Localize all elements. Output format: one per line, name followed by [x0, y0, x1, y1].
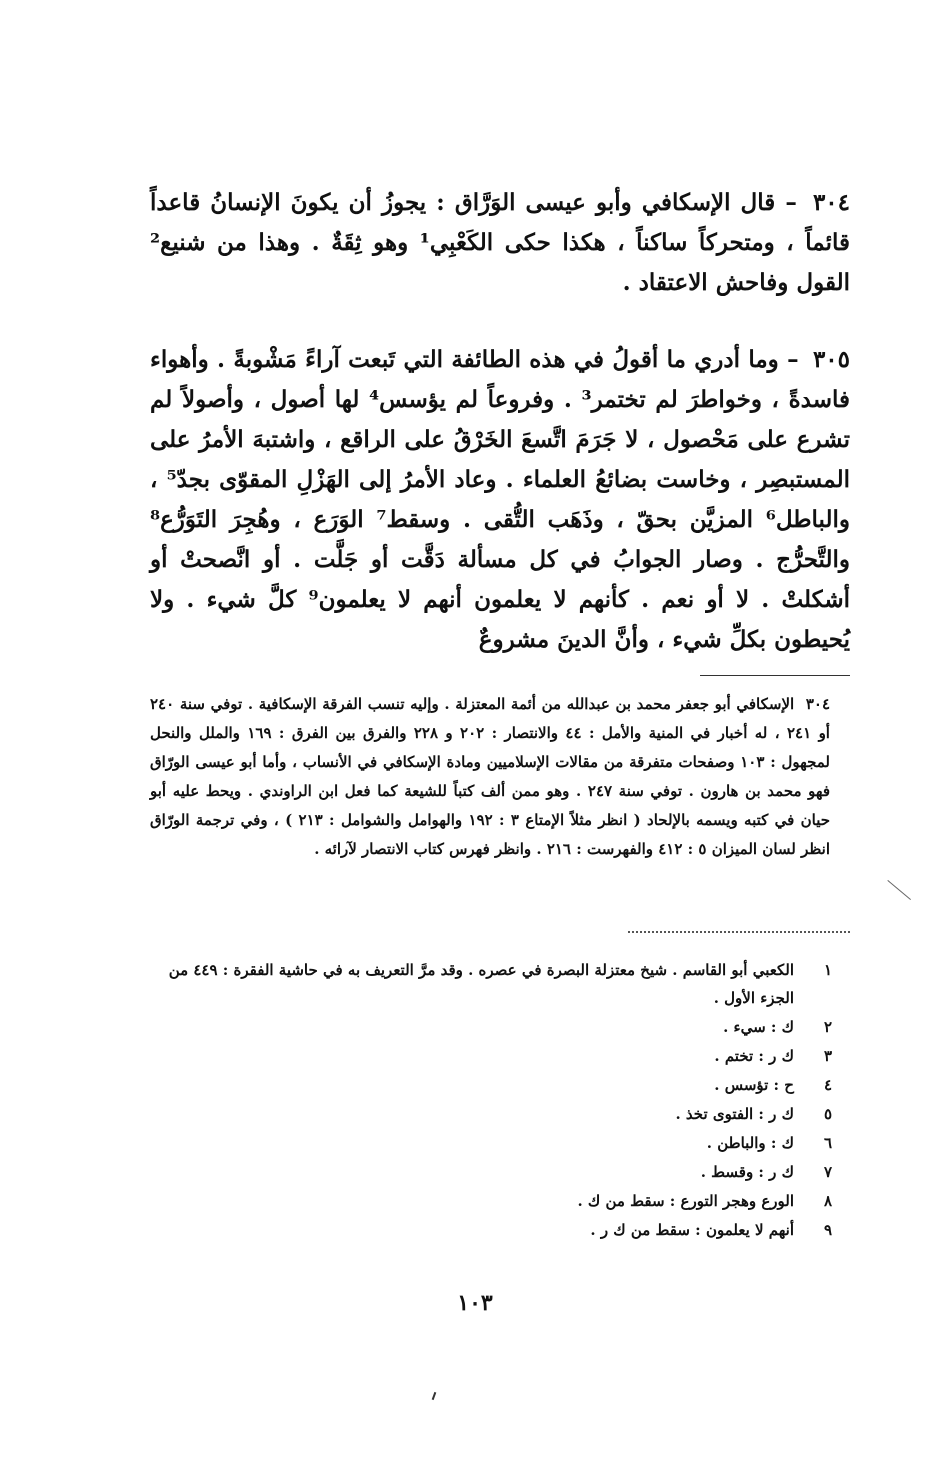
footnote-item	[152, 1187, 832, 1215]
footnote-text: أنهم لا يعلمون : سقط من ك ر .	[590, 1221, 794, 1239]
footnote-text: الورع وهجر التورع : سقط من ك .	[577, 1192, 794, 1210]
footnote-text: ك : سيء .	[723, 1018, 794, 1036]
dotted-separator	[628, 931, 850, 933]
footnote-item	[152, 1071, 832, 1099]
footnote-text: الإسكافي أبو جعفر محمد بن عبدالله من أئمة المعتزلة . وإليه تنسب الفرقة الإسكافية . توفي سنة ٢٤٠ أو ٢٤١ ، له أخبار في المنية والأمل : ٤٤ والانتصار : ٢٠٢ و ٢٢٨ والفرق بين الفرق : ١٦٩ والملل والنحل لمجهول : ١٠٣ وصفحات متفرقة من مقالات الإسلاميين ومادة الإسكافي في الأنساب ، وأما أبو عيسى الورّاق فهو محمد بن هارون . توفي سنة ٢٤٧ . وهو ممن ألف كتباً للشيعة كما فعل ابن الراوندي . ويحط عليه أبو حيان في كتبه ويسمه بالإلحاد ( انظر مثلاً الإمتاع ٣ : ١٩٢ والهوامل والشوامل : ٢١٣ ) ، وفي ترجمة الورّاق انظر لسان الميزان ٥ : ٤١٢ والفهرست : ٢١٦ . وانظر فهرس كتاب الانتصار لآرائه .	[150, 695, 831, 858]
footnote-number: ٦	[823, 1134, 832, 1152]
paragraph-text: – قال الإسكافي وأبو عيسى الوَرَّاق : يجوزُ أن يكونَ الإنسانُ قاعداً قائماً ، ومتحركاً ساكناً ، هكذا حكى الكَعْبِي¹ وهو ثِقَةٌ . وهذا من شنيع² القول وفاحش الاعتقاد .	[150, 189, 850, 296]
footnote-number: ٩	[823, 1221, 832, 1239]
paragraph-number: ٣٠٤	[812, 189, 850, 216]
footnote-number: ٣	[823, 1047, 832, 1065]
footnote-item	[152, 956, 832, 1012]
footnote-number: ٢	[823, 1018, 832, 1036]
footnote-text: ك ر : تختم .	[714, 1047, 794, 1065]
scan-speck	[432, 1392, 437, 1400]
paragraph-304	[150, 183, 850, 303]
footnote-item	[152, 1158, 832, 1186]
variant-footnotes	[152, 956, 832, 1245]
footnote-number: ٥	[823, 1105, 832, 1123]
footnote-text: الكعبي أبو القاسم . شيخ معتزلة البصرة في عصره . وقد مرَّ التعريف به في حاشية الفقرة : ٤٤٩ من الجزء الأول .	[168, 961, 794, 1007]
footnote-text: ح : تؤسس .	[714, 1076, 794, 1094]
footnote-number: ٤	[823, 1076, 832, 1094]
footnote-item	[152, 1100, 832, 1128]
footnote-paragraph-number: ٣٠٤	[805, 695, 830, 713]
footnote-number: ٧	[823, 1163, 832, 1181]
scan-mark	[887, 880, 911, 900]
footnote-number: ٨	[823, 1192, 832, 1210]
footnote-separator	[700, 675, 850, 676]
page-number: ١٠٣	[457, 1290, 493, 1316]
footnote-text: ك : والباطن .	[706, 1134, 794, 1152]
footnote-text: ك ر : الفتوى تخذ .	[675, 1105, 794, 1123]
footnote-item	[152, 1129, 832, 1157]
paragraph-text: – وما أدري ما أقولُ في هذه الطائفة التي تَبعت آراءً مَشْوبةً . وأهواء فاسدةً ، وخواطرَ لم تختمر³ . وفروعاً لم يؤسس⁴ لها أصول ، وأصولاً لم تشرع على مَحْصول ، لا جَرَمَ اتَّسعَ الخَرْقُ على الراقع ، واشتبهَ الأمرُ على المستبصِر ، وخاست بضائعُ العلماء . وعاد الأمرُ إلى الهَزْلِ المقوّى بجدّ⁵ ، والباطل⁶ المزيَّن بحقّ ، وذَهَب التُّقى . وسقط⁷ الوَرَع ، وهُجِرَ التَوَرُّع⁸ والتَّحرُّج . وصار الجوابُ في كل مسألة دَقَّت أو جَلَّت . أو انَّصحتْ أو أشكلتْ . لا أو نعم . كأنهم لا يعلمون أنهم لا يعلمون⁹ كلَّ شيء . ولا يُحيطون بكلِّ شيء ، وأنَّ الدينَ مشروعٌ	[150, 346, 851, 653]
main-footnote	[150, 690, 830, 864]
footnote-number: ١	[823, 961, 832, 979]
footnote-item	[152, 1216, 832, 1244]
footnote-text: ك ر : وقسط .	[700, 1163, 794, 1181]
paragraph-305	[150, 340, 850, 660]
footnote-item	[152, 1013, 832, 1041]
paragraph-number: ٣٠٥	[812, 346, 850, 373]
footnote-item	[152, 1042, 832, 1070]
